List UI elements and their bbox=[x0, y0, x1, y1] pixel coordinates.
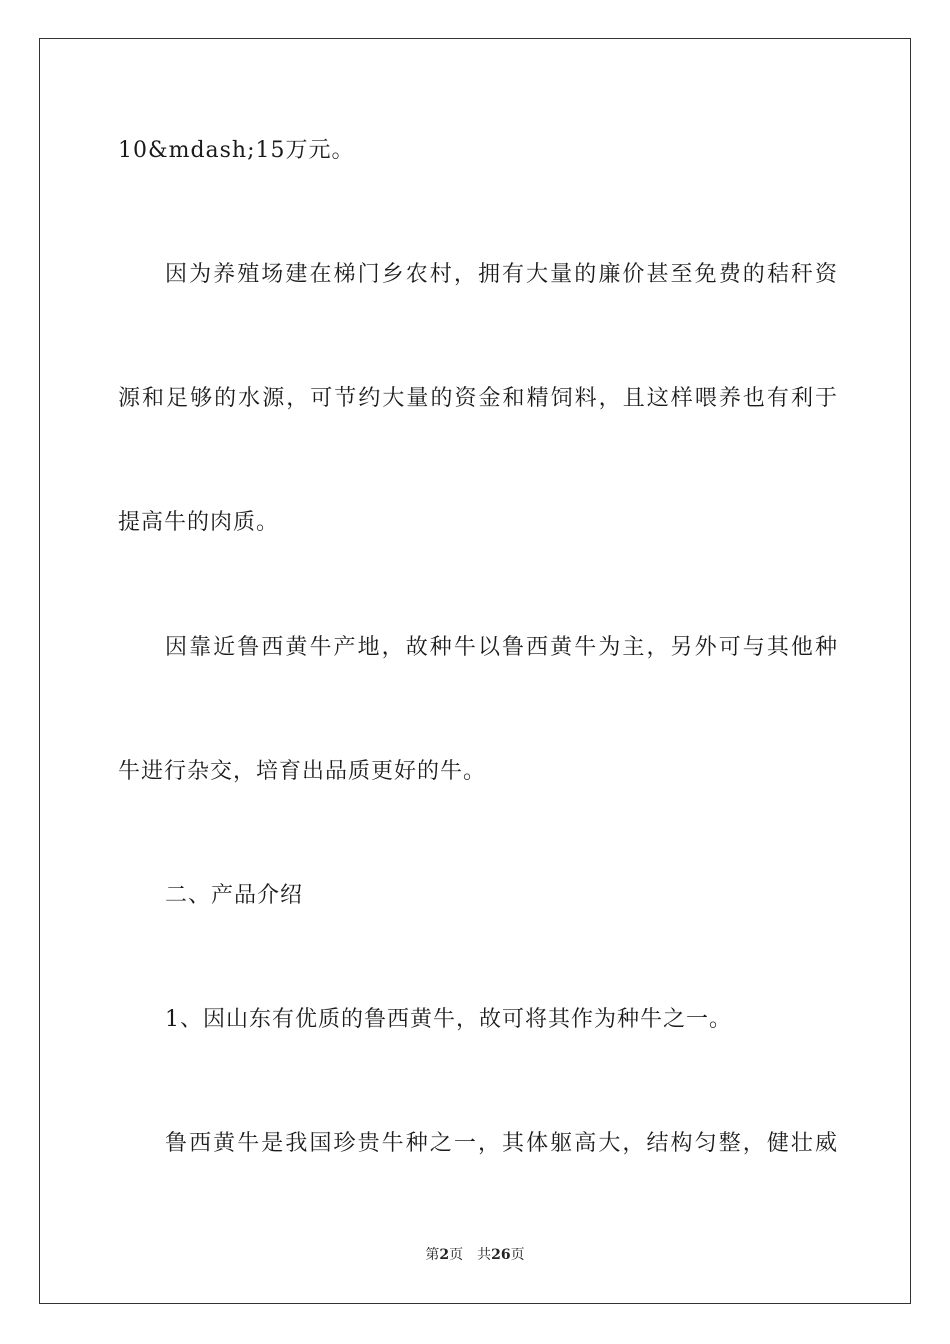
footer-total-pages: 26 bbox=[491, 1247, 511, 1263]
paragraph-1-line-2: 源和足够的水源，可节约大量的资金和精饲料，且这样喂养也有利于 bbox=[118, 386, 838, 411]
footer-page-suffix: 页 bbox=[449, 1247, 464, 1263]
footer-page-number: 2 bbox=[439, 1247, 450, 1263]
page-footer bbox=[0, 1245, 950, 1265]
footer-page-prefix: 第 bbox=[425, 1247, 440, 1263]
section-heading: 二、产品介绍 bbox=[165, 883, 304, 908]
footer-total-prefix: 共 bbox=[477, 1247, 492, 1263]
footer-total-suffix: 页 bbox=[510, 1247, 525, 1263]
page-border bbox=[39, 38, 911, 1304]
paragraph-3-line-1: 鲁西黄牛是我国珍贵牛种之一，其体躯高大，结构匀整，健壮威 bbox=[165, 1131, 838, 1156]
paragraph-1-line-3: 提高牛的肉质。 bbox=[118, 510, 280, 535]
list-item-1: 1、因山东有优质的鲁西黄牛，故可将其作为种牛之一。 bbox=[165, 1007, 732, 1032]
paragraph-2-line-1: 因靠近鲁西黄牛产地，故种牛以鲁西黄牛为主，另外可与其他种 bbox=[165, 635, 838, 660]
paragraph-2-line-2: 牛进行杂交，培育出品质更好的牛。 bbox=[118, 759, 487, 784]
text-line-continuation: 10&mdash;15万元。 bbox=[118, 138, 355, 163]
paragraph-1-line-1: 因为养殖场建在梯门乡农村，拥有大量的廉价甚至免费的秸秆资 bbox=[165, 262, 838, 287]
